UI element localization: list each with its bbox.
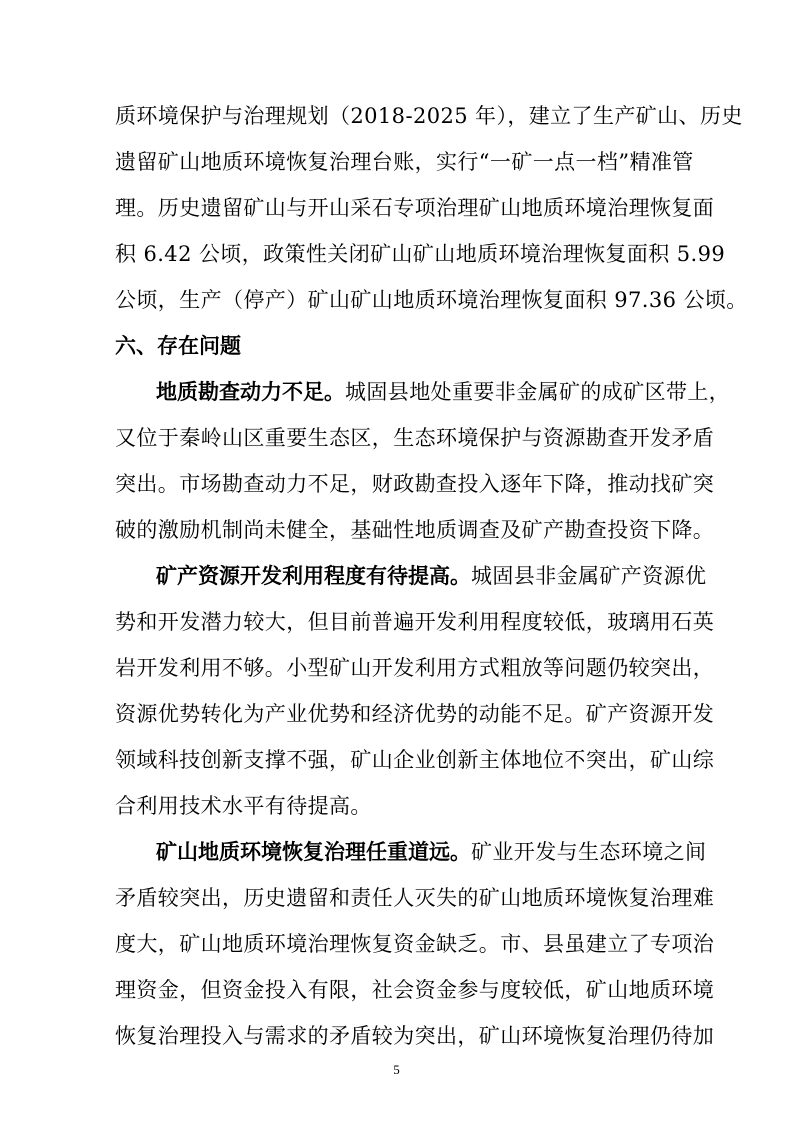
issue-first-line	[156, 370, 731, 414]
paragraph-line: 破的激励机制尚未健全，基础性地质调查及矿产勘查投资下降。	[115, 518, 715, 542]
paragraph-line: 恢复治理投入与需求的矛盾较为突出，矿山环境恢复治理仍待加	[115, 1024, 715, 1048]
paragraph-line: 遗留矿山地质环境恢复治理台账，实行“一矿一点一档”精准管	[115, 150, 694, 174]
paragraph-line: 又位于秦岭山区重要生态区，生态环境保护与资源勘查开发矛盾	[115, 426, 715, 450]
paragraph-line: 公顷，生产（停产）矿山矿山地质环境治理恢复面积 97.36 公顷。	[115, 288, 748, 312]
paragraph-line: 领域科技创新支撑不强，矿山企业创新主体地位不突出，矿山综	[115, 748, 715, 772]
issue-first-line	[156, 830, 707, 874]
paragraph-line: 岩开发利用不够。小型矿山开发利用方式粗放等问题仍较突出，	[115, 656, 715, 680]
paragraph-line: 质环境保护与治理规划（2018-2025 年），建立了生产矿山、历史	[115, 104, 743, 128]
issue-first-line	[156, 554, 707, 598]
issue-title: 矿山地质环境恢复治理任重道远。	[156, 840, 471, 864]
issue-text: 城固县非金属矿产资源优	[471, 564, 707, 588]
paragraph-line: 度大，矿山地质环境治理恢复资金缺乏。市、县虽建立了专项治	[115, 932, 715, 956]
paragraph-line: 积 6.42 公顷，政策性关闭矿山矿山地质环境治理恢复面积 5.99	[115, 242, 726, 266]
paragraph-line: 矛盾较突出，历史遗留和责任人灭失的矿山地质环境恢复治理难	[115, 886, 715, 910]
issue-title: 地质勘查动力不足。	[156, 380, 345, 404]
paragraph-line: 资源优势转化为产业优势和经济优势的动能不足。矿产资源开发	[115, 702, 715, 726]
page-number: 5	[393, 1062, 400, 1077]
paragraph-line: 突出。市场勘查动力不足，财政勘查投入逐年下降，推动找矿突	[115, 472, 715, 496]
issue-title: 矿产资源开发利用程度有待提高。	[156, 564, 471, 588]
paragraph-line: 合利用技术水平有待提高。	[115, 794, 372, 818]
section-heading: 六、存在问题	[115, 334, 241, 358]
issue-text: 矿业开发与生态环境之间	[471, 840, 707, 864]
issue-text: 城固县地处重要非金属矿的成矿区带上，	[345, 380, 731, 404]
paragraph-line: 理资金，但资金投入有限，社会资金参与度较低，矿山地质环境	[115, 978, 715, 1002]
paragraph-line: 理。历史遗留矿山与开山采石专项治理矿山地质环境治理恢复面	[115, 196, 715, 220]
paragraph-line: 势和开发潜力较大，但目前普遍开发利用程度较低，玻璃用石英	[115, 610, 715, 634]
